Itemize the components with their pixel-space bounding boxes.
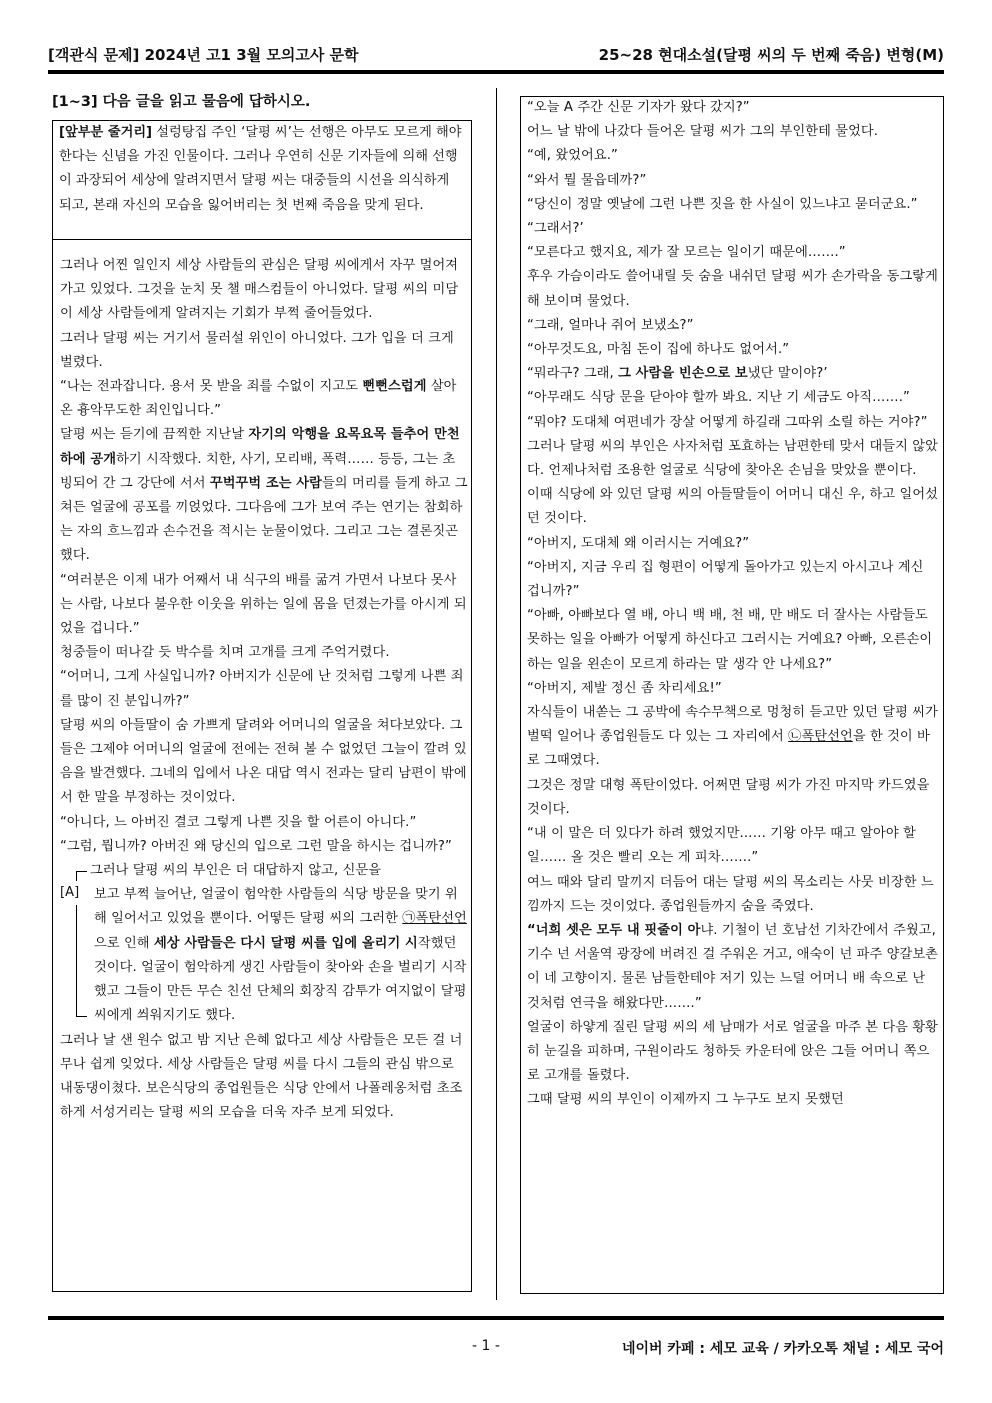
paragraph: “아무래도 식당 문을 닫아야 할까 봐요. 지난 기 세금도 아직…….”	[527, 390, 910, 406]
paragraph: “아버지, 지금 우리 집 형편이 어떻게 돌아가고 있는지 아시고나 계신 겁니까?”	[527, 559, 924, 600]
paragraph: 어느 날 밖에 나갔다 들어온 달평 씨가 그의 부인한테 물었다.	[527, 124, 879, 140]
paragraph: “그래서?’	[527, 221, 584, 237]
paragraph: “당신이 정말 옛날에 그런 나쁜 짓을 한 사실이 있느냐고 묻더군요.”	[527, 196, 918, 212]
paragraph: “그럼, 뭡니까? 아버진 왜 당신의 입으로 그런 말을 하시는 겁니까?”	[60, 838, 452, 854]
summary-box	[52, 120, 472, 240]
paragraph: “어머니, 그게 사실입니까? 아버지가 신문에 난 것처럼 그렇게 나쁜 죄를 많이 진 분입니까?”	[60, 669, 464, 709]
paragraph: 그러나 달평 씨의 부인은 더 대답하지 않고, 신문을	[90, 863, 382, 879]
paragraph: “내 이 말은 더 있다가 하려 했었지만…… 기왕 아무 때고 알아야 할 일…… 올 것은 빨리 오는 게 피차…….”	[527, 826, 916, 866]
paragraph: “아버지, 도대체 왜 이러시는 거예요?”	[527, 535, 750, 551]
paragraph: “와서 뭘 물읍데까?”	[527, 172, 647, 188]
left-column	[60, 254, 468, 1125]
paragraph: “나는 전과잡니다. 용서 못 받을 죄를 수없이 지고도 뻔뻔스럽게 살아온 흉악무도한 죄인입니다.”	[60, 379, 457, 419]
paragraph: 청중들이 떠나갈 듯 박수를 치며 고개를 크게 주억거렸다.	[60, 645, 390, 661]
paragraph: “뭐야? 도대체 여편네가 장살 어떻게 하길래 그따위 소릴 하는 거야?”	[527, 414, 928, 430]
summary-label: [앞부분 줄거리]	[59, 125, 153, 140]
paragraph: 후우 가슴이라도 쓸어내릴 듯 숨을 내쉬던 달평 씨가 손가락을 동그랗게 해 보이며 물었다.	[527, 269, 938, 309]
summary-text: 설렁탕집 주인 ‘달평 씨’는 선행은 아무도 모르게 해야 한다는 신념을 가진 인물이다. 그러나 우연히 신문 기자들에 의해 선행이 과장되어 세상에 알려지면서 달평 씨는 대중들의 시선을 의식하게 되고, 본래 자신의 모습을 잃어버리는 첫 번째 죽음을 맞게 된다.	[59, 125, 462, 213]
header-left: [객관식 문제] 2024년 고1 3월 모의고사 문학	[48, 46, 359, 64]
paragraph: 그러나 달평 씨의 부인은 사자처럼 포효하는 남편한테 맞서 대들지 않았다. 언제나처럼 조용한 얼굴로 식당에 찾아온 손님을 맞았을 뿐이다.	[527, 438, 938, 479]
paragraph: 그것은 정말 대형 폭탄이었다. 어쩌면 달평 씨가 가진 마지막 카드였을 것이다.	[527, 777, 930, 817]
marked-term-a: ㉠폭탄선언	[402, 911, 467, 927]
paragraph: “예, 왔었어요.”	[527, 148, 618, 164]
paragraph: “여러분은 이제 내가 어째서 내 식구의 배를 굶겨 가면서 나보다 못사는 사람, 나보다 불우한 이웃을 위하는 일에 몸을 던졌는가를 아시게 되었을 겁니다.”	[60, 572, 467, 637]
paragraph: “아무것도요, 마침 돈이 집에 하나도 없어서.”	[527, 342, 790, 358]
paragraph: 그러나 어찐 일인지 세상 사람들의 관심은 달평 씨에게서 자꾸 멀어져가고 있었다. 그것을 눈치 못 챌 매스컴들이 아니었다. 달평 씨의 미담이 세상 사람들에게 알려지는 기회가 부쩍 줄어들었다.	[60, 258, 459, 322]
paragraph: “오늘 A 주간 신문 기자가 왔다 갔지?”	[527, 100, 750, 115]
paragraph: 그때 달평 씨의 부인이 이제까지 그 누구도 보지 못했던	[527, 1092, 844, 1108]
page-header	[48, 40, 944, 64]
instruction: [1~3] 다음 글을 읽고 물음에 답하시오.	[52, 94, 311, 110]
paragraph: 그러나 달평 씨는 거기서 물러설 위인이 아니었다. 그가 입을 더 크게 벌렸다.	[60, 330, 454, 370]
paragraph: “아버지, 제발 정신 좀 차리세요!”	[527, 680, 722, 696]
bracket-a-block	[60, 859, 468, 1028]
paragraph: 보고 부쩍 늘어난, 얼굴이 험악한 사람들의 식당 방문을 맞기 위해 일어서고 있었을 뿐이다. 어떻든 달평 씨의 그러한 ㉠폭탄선언으로 인해 세상 사람들은 다시 달평 씨를 입에 올리기 시작했던 것이다. 얼굴이 험악하게 생긴 사람들이 찾아와 손을 벌리기 시작했고 그들이 만든 무슨 친선 단체의 회장직 감투가 여지없이 달평 씨에게 씌워지기도 했다.	[94, 887, 467, 1024]
bracket-label: [A]	[60, 881, 79, 905]
paragraph: 자식들이 내쏟는 그 공박에 속수무책으로 멍청히 듣고만 있던 달평 씨가 벌떡 일어나 종업원들도 다 있는 그 자리에서 ㉡폭탄선언을 한 것이 바로 그때였다.	[527, 705, 938, 769]
paragraph: “그래, 얼마나 쥐어 보냈소?”	[527, 317, 694, 333]
paragraph: 이때 식당에 와 있던 달평 씨의 아들딸들이 어머니 대신 우, 하고 일어섰던 것이다.	[527, 487, 938, 527]
paragraph: “아니다, 느 아버진 결코 그렇게 나쁜 짓을 할 어른이 아니다.”	[60, 814, 417, 830]
paragraph: “모른다고 했지요, 제가 잘 모르는 일이기 때문에…….”	[527, 245, 846, 261]
footer-credit: 네이버 카페 : 세모 교육 / 카카오톡 채널 : 세모 국어	[621, 1341, 944, 1357]
paragraph: 달평 씨의 아들딸이 숨 가쁘게 달려와 어머니의 얼굴을 쳐다보았다. 그들은 그제야 어머니의 얼굴에 전에는 전혀 볼 수 없었던 그늘이 깔려 있음을 발견했다. 그네의 입에서 나온 대답 역시 전과는 달리 남편이 밖에서 한 말을 부정하는 것이었다.	[60, 717, 467, 806]
footer-rule	[48, 1316, 944, 1320]
paragraph: “아빠, 아빠보다 열 배, 아니 백 배, 천 배, 만 배도 더 잘사는 사람들도 못하는 일을 아빠가 어떻게 하신다고 그러시는 거예요? 아빠, 오른손이 하는 일을 왼손이 모르게 하라는 말 생각 안 나세요?”	[527, 608, 933, 672]
paragraph: 그러나 날 샌 원수 없고 밤 지난 은혜 없다고 세상 사람들은 모든 걸 너무나 쉽게 잊었다. 세상 사람들은 달평 씨를 다시 그들의 관심 밖으로 내동댕이쳤다. 보은식당의 종업원들은 식당 안에서 나폴레옹처럼 초조하게 서성거리는 달평 씨의 모습을 더욱 자주 보게 되었다.	[60, 1032, 463, 1121]
paragraph: “뭐라구? 그래, 그 사람을 빈손으로 보냈단 말이야?’	[527, 366, 828, 382]
header-rule	[48, 70, 944, 74]
paragraph: 달평 씨는 듣기에 끔찍한 지난날 자기의 악행을 요목요목 들추어 만천하에 공개하기 시작했다. 치한, 사기, 모리배, 폭력…… 등등, 그는 초빙되어 간 그 강단에 서서 꾸벅꾸벅 조는 사람들의 머리를 들게 하고 그 쳐든 얼굴에 공포를 끼얹었다. 그다음에 그가 보여 주는 연기는 참회하는 자의 흐느낌과 손수건을 적시는 눈물이었다. 그리고 그는 결론짓곤 했다.	[60, 427, 468, 564]
paragraph: 얼굴이 하얗게 질린 달평 씨의 세 남매가 서로 얼굴을 마주 본 다음 황황히 눈길을 피하며, 구원이라도 청하듯 카운터에 앉은 그들 어머니 쪽으로 고개를 돌렸다.	[527, 1019, 938, 1084]
column-divider	[496, 88, 497, 1300]
right-column	[527, 96, 939, 1113]
paragraph: 여느 때와 달리 말끼지 더듬어 대는 달평 씨의 목소리는 사뭇 비장한 느낌까지 드는 것이었다. 종업원들까지 숨을 죽였다.	[527, 874, 934, 914]
page-number: - 1 -	[472, 1338, 500, 1354]
marked-term-b: ㉡폭탄선언	[788, 729, 853, 745]
paragraph: “너희 셋은 모두 내 핏줄이 아냐. 기철이 넌 호남선 기차간에서 주웠고, 기수 넌 서울역 광장에 버려진 걸 주워온 거고, 애숙이 넌 파주 양갈보촌이 네 고향이지. 물론 남들한테야 저기 있는 느덜 어머니 배 속으로 난 것처럼 연극을 해왔다만…….”	[527, 922, 938, 1011]
header-right: 25~28 현대소설(달평 씨의 두 번째 죽음) 변형(M)	[598, 46, 944, 64]
